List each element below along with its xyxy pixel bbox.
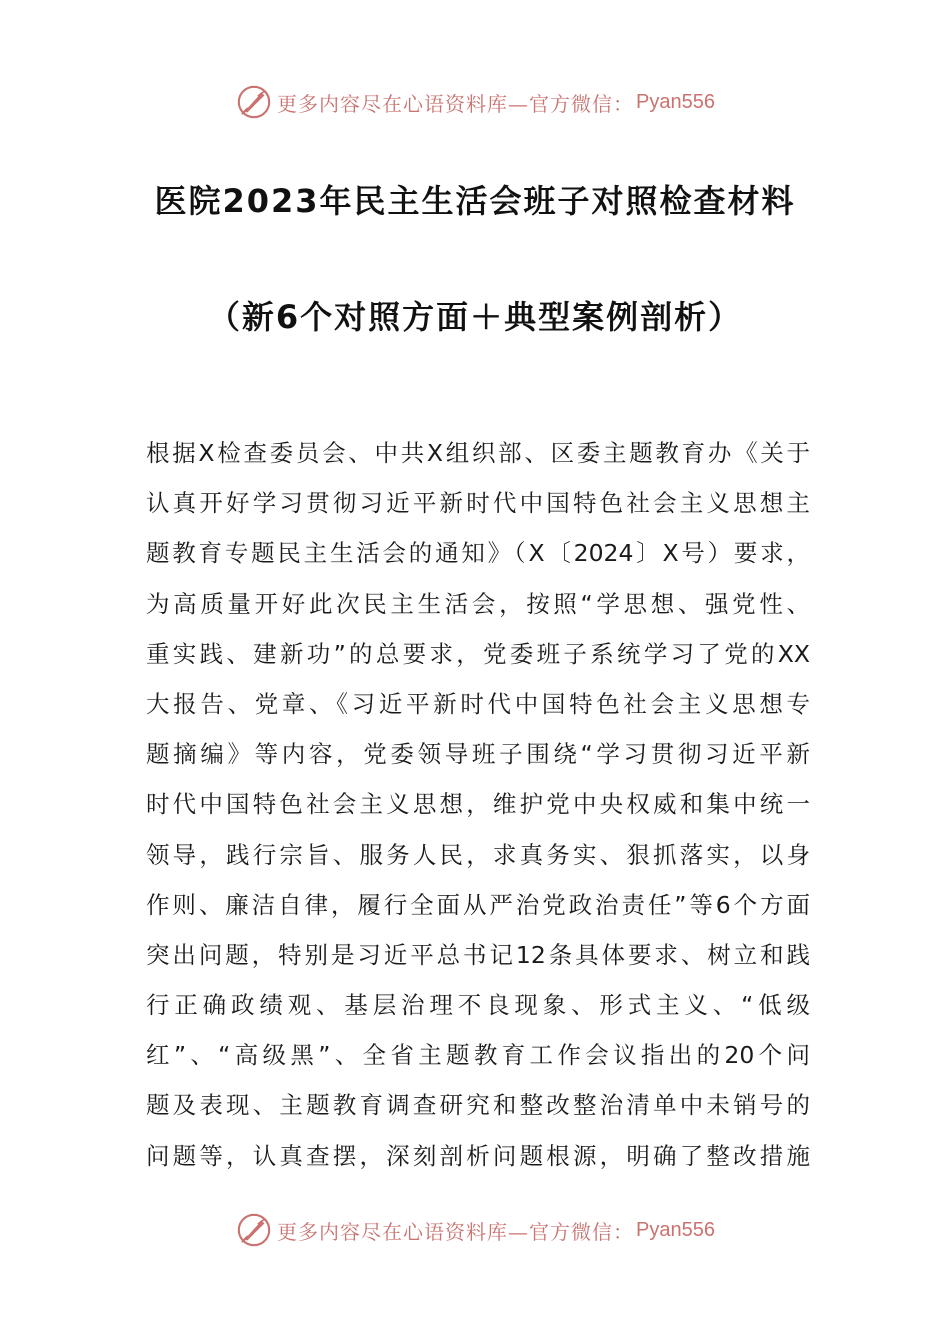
body-line: 时代中国特色社会主义思想，维护党中央权威和集中统一: [146, 790, 810, 819]
body-paragraph: [146, 428, 810, 1181]
body-line: 题及表现、主题教育调查研究和整改整治清单中未销号的: [146, 1091, 810, 1120]
body-line: 为高质量开好此次民主生活会，按照“学思想、强党性、: [146, 589, 810, 618]
document-title: 医院2023年民主生活会班子对照检查材料: [154, 182, 796, 220]
body-line: 问题等，认真查摆，深刻剖析问题根源，明确了整改措施: [146, 1141, 810, 1170]
body-line: 题教育专题民主生活会的通知》（X〔2024〕X号）要求，: [146, 539, 810, 568]
watermark-text: 更多内容尽在心语资料库—官方微信：: [277, 91, 635, 116]
body-line: 题摘编》等内容，党委领导班子围绕“学习贯彻习近平新: [146, 740, 810, 769]
watermark-handle: Pyan556: [636, 1218, 715, 1241]
body-line: 突出问题，特别是习近平总书记12条具体要求、树立和践: [146, 940, 810, 969]
watermark-handle: Pyan556: [636, 90, 715, 113]
watermark-text: 更多内容尽在心语资料库—官方微信：: [277, 1219, 635, 1244]
watermark-banner-top: [0, 80, 950, 124]
quill-logo-icon: [235, 1211, 273, 1249]
watermark-banner-bottom: [0, 1208, 950, 1252]
body-line: 红”、“高级黑”、全省主题教育工作会议指出的20个问: [146, 1041, 810, 1070]
body-line: 行正确政绩观、基层治理不良现象、形式主义、“低级: [146, 991, 810, 1020]
body-line: 重实践、建新功”的总要求，党委班子系统学习了党的XX: [146, 639, 810, 668]
body-line: 认真开好学习贯彻习近平新时代中国特色社会主义思想主: [146, 489, 810, 518]
body-line: 作则、廉洁自律，履行全面从严治党政治责任”等6个方面: [146, 890, 810, 919]
body-line: 根据X检查委员会、中共X组织部、区委主题教育办《关于: [146, 439, 810, 467]
quill-logo-icon: [235, 83, 273, 121]
body-line: 大报告、党章、《习近平新时代中国特色社会主义思想专: [146, 689, 810, 718]
body-line: 领导，践行宗旨、服务人民，求真务实、狠抓落实，以身: [146, 840, 810, 869]
document-subtitle: （新6个对照方面＋典型案例剖析）: [207, 298, 743, 336]
